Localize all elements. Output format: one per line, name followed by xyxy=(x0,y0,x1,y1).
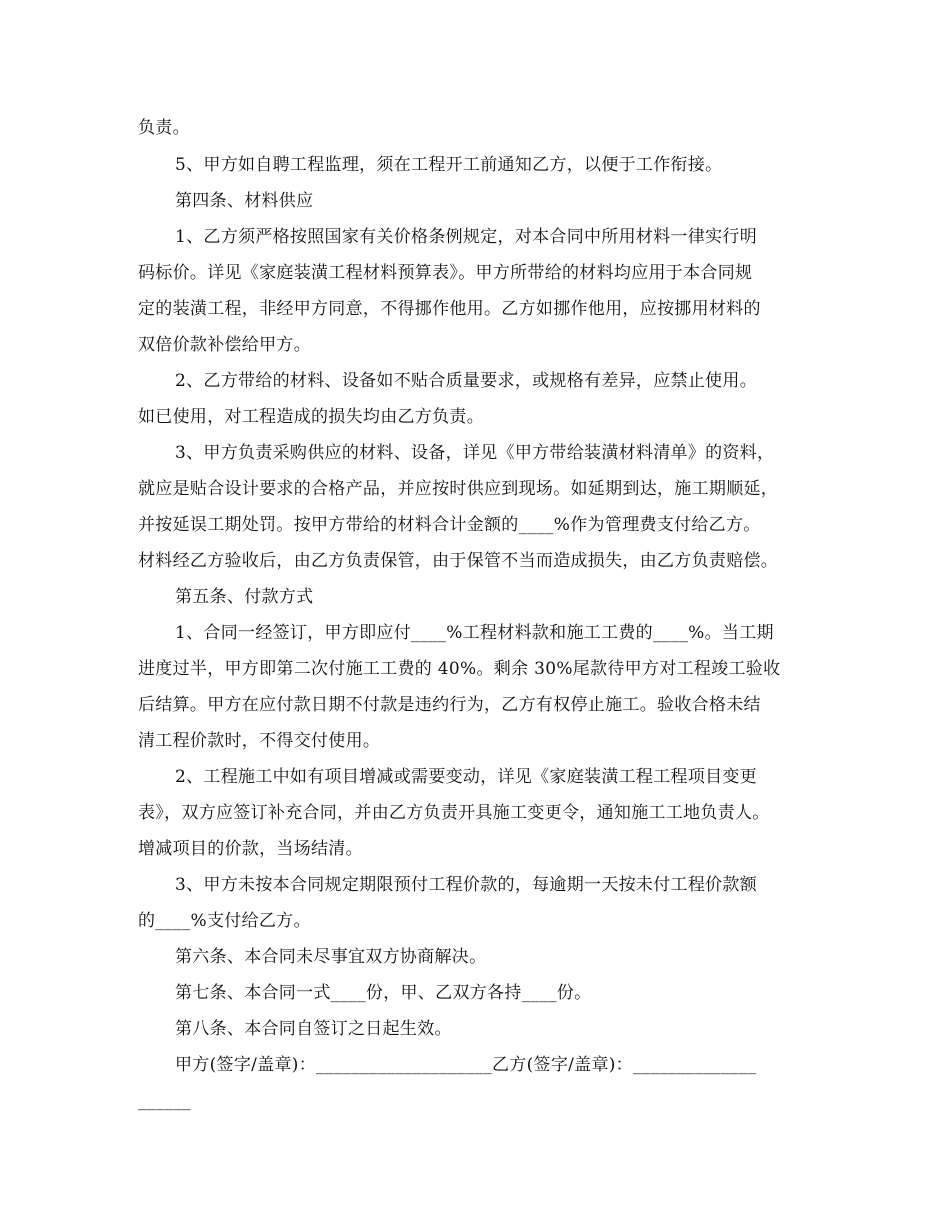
text-line: 如已使用，对工程造成的损失均由乙方负责。 xyxy=(138,407,484,427)
text-line: 进度过半，甲方即第二次付施工工费的 40%。剩余 30%尾款待甲方对工程竣工验收 xyxy=(138,659,781,679)
text-line: 码标价。详见《家庭装潢工程材料预算表》。甲方所带给的材料均应用于本合同规 xyxy=(138,263,753,283)
text-line: 3、甲方负责采购供应的材料、设备，详见《甲方带给装潢材料清单》的资料， xyxy=(175,443,775,463)
text-line: 后结算。甲方在应付款日期不付款是违约行为，乙方有权停止施工。验收合格未结 xyxy=(138,695,761,715)
section-heading: 第八条、本合同自签订之日起生效。 xyxy=(175,1019,452,1039)
text-line: 就应是贴合设计要求的合格产品，并应按时供应到现场。如延期到达，施工期顺延， xyxy=(138,479,779,499)
section-heading: 第七条、本合同一式____份，甲、乙双方各持____份。 xyxy=(175,983,592,1003)
section-heading: 第五条、付款方式 xyxy=(175,587,314,607)
text-line: 1、乙方须严格按照国家有关价格条例规定，对本合同中所用材料一律实行明 xyxy=(175,227,758,247)
section-heading: 第四条、材料供应 xyxy=(175,191,314,211)
section-heading: 第六条、本合同未尽事宜双方协商解决。 xyxy=(175,947,487,967)
text-line: 清工程价款时，不得交付使用。 xyxy=(138,731,381,751)
text-line: 增减项目的价款，当场结清。 xyxy=(138,839,363,859)
text-line: 的____%支付给乙方。 xyxy=(138,911,311,931)
text-line: 并按延误工期处罚。按甲方带给的材料合计金额的____%作为管理费支付给乙方。 xyxy=(138,515,761,535)
signature-line-continuation: ______ xyxy=(138,1091,191,1111)
text-line: 负责。 xyxy=(138,118,190,138)
text-line: 5、甲方如自聘工程监理，须在工程开工前通知乙方，以便于工作衔接。 xyxy=(175,155,723,175)
text-line: 定的装潢工程，非经甲方同意，不得挪作他用。乙方如挪作他用，应按挪用材料的 xyxy=(138,299,761,319)
text-line: 双倍价款补偿给甲方。 xyxy=(138,335,311,355)
text-line: 材料经乙方验收后，由乙方负责保管，由于保管不当而造成损失，由乙方负责赔偿。 xyxy=(138,551,779,571)
text-line: 3、甲方未按本合同规定期限预付工程价款的，每逾期一天按未付工程价款额 xyxy=(175,875,758,895)
signature-line: 甲方(签字/盖章)：____________________乙方(签字/盖章)：______________ xyxy=(175,1055,757,1075)
text-line: 1、合同一经签订，甲方即应付____%工程材料款和施工工费的____%。当工期 xyxy=(175,623,774,643)
text-line: 表》，双方应签订补充合同，并由乙方负责开具施工变更令，通知施工工地负责人。 xyxy=(138,803,770,823)
text-line: 2、工程施工中如有项目增减或需要变动，详见《家庭装潢工程工程项目变更 xyxy=(175,767,758,787)
text-line: 2、乙方带给的材料、设备如不贴合质量要求，或规格有差异，应禁止使用。 xyxy=(175,371,758,391)
